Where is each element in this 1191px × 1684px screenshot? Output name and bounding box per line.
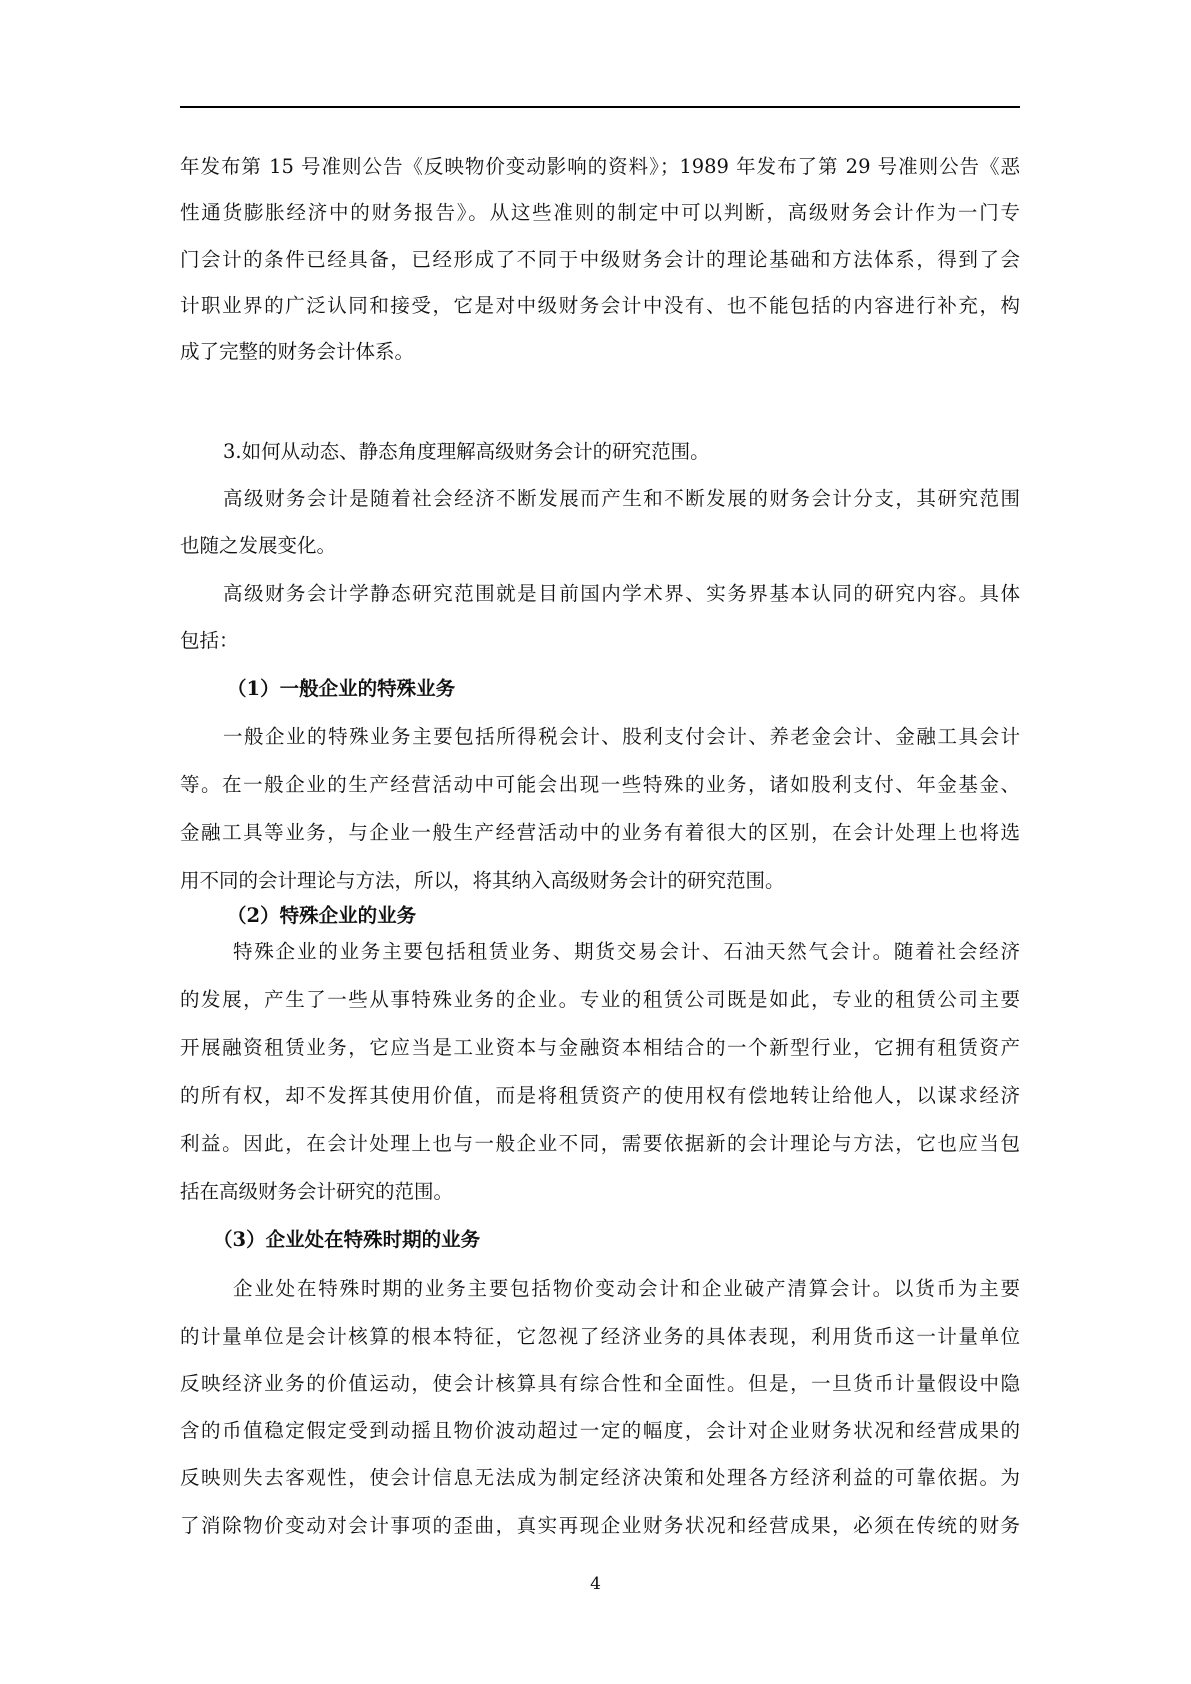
section-heading-3: （3）企业处在特殊时期的业务 — [213, 1228, 481, 1251]
text-line: 反映则失去客观性，使会计信息无法成为制定经济决策和处理各方经济利益的可靠依据。为 — [180, 1466, 1020, 1489]
text-line: 的计量单位是会计核算的根本特征，它忽视了经济业务的具体表现，利用货币这一计量单位 — [180, 1325, 1020, 1348]
text-line: 反映经济业务的价值运动，使会计核算具有综合性和全面性。但是，一旦货币计量假设中隐 — [180, 1372, 1020, 1395]
text-line: 成了完整的财务会计体系。 — [180, 340, 415, 363]
text-line: 包括： — [180, 629, 239, 652]
section-heading-2: （2）特殊企业的业务 — [227, 904, 417, 927]
text-line: 用不同的会计理论与方法，所以，将其纳入高级财务会计的研究范围。 — [180, 869, 785, 892]
text-line: 一般企业的特殊业务主要包括所得税会计、股利支付会计、养老金会计、金融工具会计 — [223, 725, 1020, 748]
text-line: 的所有权，却不发挥其使用价值，而是将租赁资产的使用权有偿地转让给他人，以谋求经济 — [180, 1084, 1020, 1107]
text-line: 金融工具等业务，与企业一般生产经营活动中的业务有着很大的区别，在会计处理上也将选 — [180, 821, 1020, 844]
text-line: 特殊企业的业务主要包括租赁业务、期货交易会计、石油天然气会计。随着社会经济 — [233, 940, 1020, 963]
text-line: 高级财务会计学静态研究范围就是目前国内学术界、实务界基本认同的研究内容。具体 — [223, 582, 1020, 605]
text-line: 高级财务会计是随着社会经济不断发展而产生和不断发展的财务会计分支，其研究范围 — [223, 487, 1020, 510]
text-line: 性通货膨胀经济中的财务报告》。从这些准则的制定中可以判断，高级财务会计作为一门专 — [180, 201, 1020, 224]
text-line: 利益。因此，在会计处理上也与一般企业不同，需要依据新的会计理论与方法，它也应当包 — [180, 1132, 1020, 1155]
text-line: 计职业界的广泛认同和接受，它是对中级财务会计中没有、也不能包括的内容进行补充，构 — [180, 294, 1020, 317]
text-line: 了消除物价变动对会计事项的歪曲，真实再现企业财务状况和经营成果，必须在传统的财务 — [180, 1514, 1020, 1537]
text-line: 的发展，产生了一些从事特殊业务的企业。专业的租赁公司既是如此，专业的租赁公司主要 — [180, 988, 1020, 1011]
header-rule — [180, 106, 1020, 108]
text-line: 也随之发展变化。 — [180, 534, 337, 557]
text-line: 企业处在特殊时期的业务主要包括物价变动会计和企业破产清算会计。以货币为主要 — [233, 1277, 1020, 1300]
section-heading-1: （1）一般企业的特殊业务 — [227, 677, 456, 700]
page-number: 4 — [590, 1574, 601, 1594]
text-line: 含的币值稳定假定受到动摇且物价波动超过一定的幅度，会计对企业财务状况和经营成果的 — [180, 1419, 1020, 1442]
text-line: 括在高级财务会计研究的范围。 — [180, 1180, 454, 1203]
text-line: 年发布第 15 号准则公告《反映物价变动影响的资料》；1989 年发布了第 29 号准则公告《恶 — [180, 155, 1020, 178]
text-line: 开展融资租赁业务，它应当是工业资本与金融资本相结合的一个新型行业，它拥有租赁资产 — [180, 1036, 1020, 1059]
text-line: 等。在一般企业的生产经营活动中可能会出现一些特殊的业务，诸如股利支付、年金基金、 — [180, 773, 1020, 796]
text-line: 门会计的条件已经具备，已经形成了不同于中级财务会计的理论基础和方法体系，得到了会 — [180, 248, 1020, 271]
question-heading: 3.如何从动态、静态角度理解高级财务会计的研究范围。 — [223, 440, 710, 463]
